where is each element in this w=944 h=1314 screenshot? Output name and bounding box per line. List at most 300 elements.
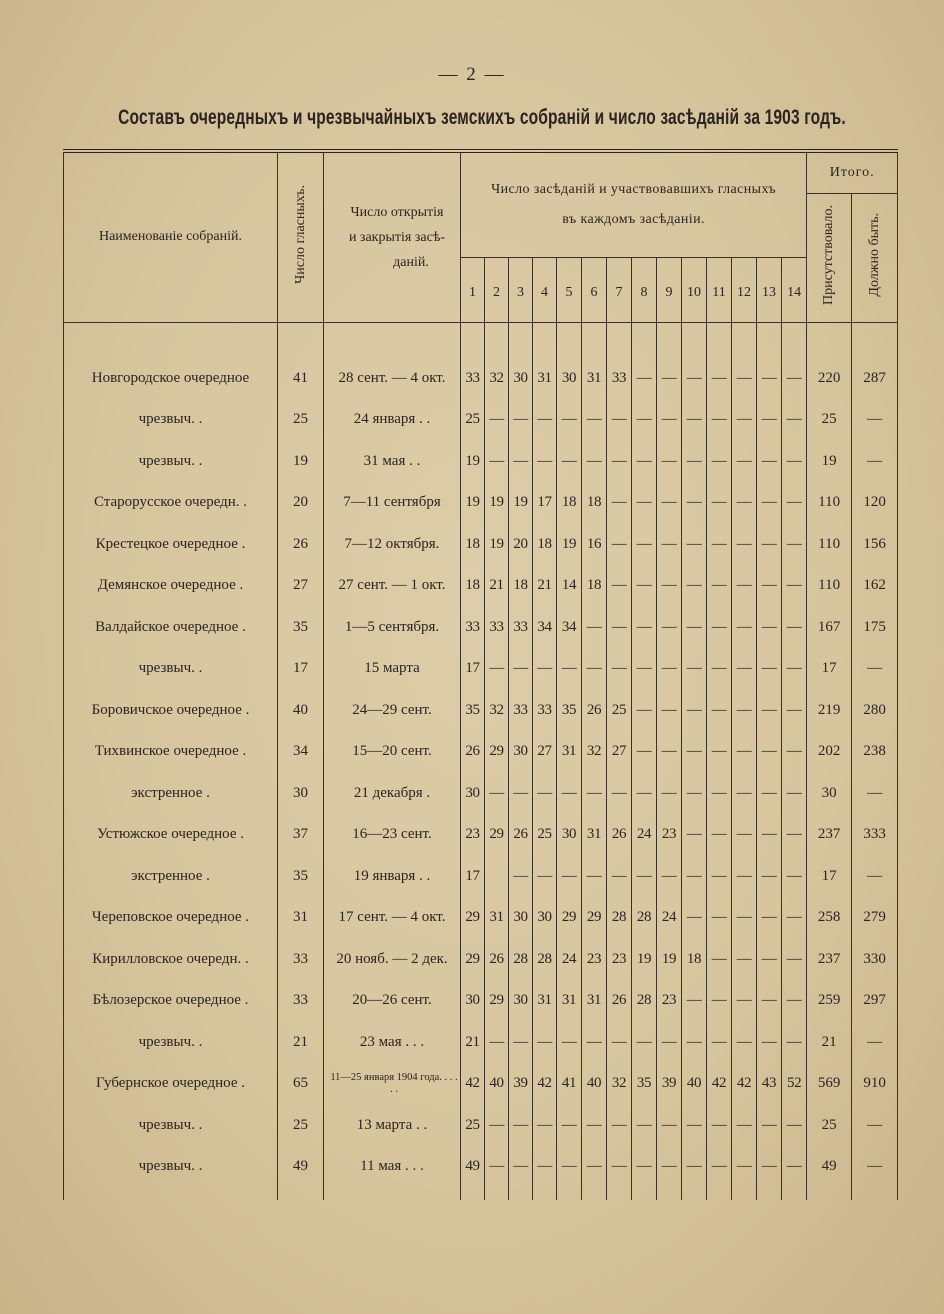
session-13-attendance: — [757,441,782,483]
table-end-cell [657,1188,682,1200]
session-dates: 20—26 сент. [324,980,461,1022]
assembly-name: Новгородское очередное [64,358,278,400]
header-total-label: Итого. [829,164,875,180]
session-5-attendance: — [557,773,582,815]
session-9-attendance: — [657,648,682,690]
assembly-name: Валдайское очередное . [64,607,278,649]
session-8-attendance: — [632,524,657,566]
session-2-attendance: — [485,399,509,441]
session-5-attendance: 35 [557,690,582,732]
session-14-attendance: — [782,482,807,524]
session-9-attendance: — [657,856,682,898]
total-due: — [852,856,898,898]
session-4-attendance: 31 [533,358,557,400]
session-10-attendance: 40 [682,1063,707,1105]
session-2-attendance [485,856,509,898]
header-session-11: 11 [707,257,732,322]
session-13-attendance: — [757,648,782,690]
header-present [807,193,852,322]
session-dates: 20 нояб. — 2 дек. [324,939,461,981]
session-1-attendance: 17 [461,648,485,690]
session-12-attendance: — [732,1105,757,1147]
header-session-7: 7 [607,257,632,322]
session-2-attendance: — [485,1146,509,1188]
session-9-attendance: — [657,399,682,441]
session-11-attendance: — [707,441,732,483]
table-end-cell [485,1188,509,1200]
session-2-attendance: — [485,773,509,815]
session-6-attendance: 26 [582,690,607,732]
session-1-attendance: 19 [461,441,485,483]
deputies-count: 41 [278,358,324,400]
deputies-count: 40 [278,690,324,732]
session-11-attendance: — [707,565,732,607]
deputies-count: 31 [278,897,324,939]
table-end-cell [64,1188,278,1200]
table-row [64,731,898,773]
session-5-attendance: — [557,441,582,483]
deputies-count: 65 [278,1063,324,1105]
header-total [807,151,898,193]
session-2-attendance: 29 [485,980,509,1022]
session-3-attendance: 26 [509,814,533,856]
session-dates: 27 сент. — 1 окт. [324,565,461,607]
total-due: 238 [852,731,898,773]
session-1-attendance: 19 [461,482,485,524]
session-13-attendance: — [757,1146,782,1188]
session-11-attendance: — [707,814,732,856]
session-4-attendance: 17 [533,482,557,524]
table-row [64,897,898,939]
session-10-attendance: — [682,731,707,773]
table-spacer-cell [533,322,557,358]
session-4-attendance: — [533,441,557,483]
table-row [64,441,898,483]
table-row [64,980,898,1022]
session-4-attendance: 33 [533,690,557,732]
table-spacer-cell [757,322,782,358]
session-4-attendance: 21 [533,565,557,607]
session-11-attendance: — [707,607,732,649]
session-4-attendance: 28 [533,939,557,981]
session-14-attendance: — [782,939,807,981]
session-9-attendance: — [657,1146,682,1188]
session-10-attendance: — [682,399,707,441]
table-row [64,482,898,524]
session-1-attendance: 42 [461,1063,485,1105]
session-14-attendance: — [782,648,807,690]
session-9-attendance: 24 [657,897,682,939]
table-row [64,565,898,607]
session-6-attendance: 32 [582,731,607,773]
session-7-attendance: 25 [607,690,632,732]
table-end-cell [533,1188,557,1200]
session-5-attendance: 31 [557,731,582,773]
session-4-attendance: 34 [533,607,557,649]
session-5-attendance: 30 [557,358,582,400]
session-10-attendance: — [682,524,707,566]
session-1-attendance: 33 [461,607,485,649]
assembly-name: экстренное . [64,856,278,898]
total-due: 120 [852,482,898,524]
session-8-attendance: 28 [632,897,657,939]
session-8-attendance: 35 [632,1063,657,1105]
assembly-name: Тихвинское очередное . [64,731,278,773]
table-row [64,1146,898,1188]
session-8-attendance: — [632,690,657,732]
total-due: — [852,399,898,441]
session-4-attendance: — [533,648,557,690]
total-present: 17 [807,648,852,690]
session-7-attendance: 32 [607,1063,632,1105]
session-13-attendance: — [757,856,782,898]
table-row [64,939,898,981]
session-3-attendance: 30 [509,980,533,1022]
session-3-attendance: 33 [509,690,533,732]
session-8-attendance: — [632,856,657,898]
session-5-attendance: 41 [557,1063,582,1105]
session-1-attendance: 25 [461,399,485,441]
session-5-attendance: 24 [557,939,582,981]
session-14-attendance: — [782,980,807,1022]
total-present: 110 [807,524,852,566]
total-present: 17 [807,856,852,898]
assembly-name: Боровичское очередное . [64,690,278,732]
session-2-attendance: 19 [485,482,509,524]
session-1-attendance: 49 [461,1146,485,1188]
session-1-attendance: 35 [461,690,485,732]
session-14-attendance: — [782,607,807,649]
session-9-attendance: 39 [657,1063,682,1105]
session-1-attendance: 33 [461,358,485,400]
header-dates [324,151,461,322]
session-6-attendance: — [582,607,607,649]
total-due: 175 [852,607,898,649]
header-due-label: Должно быть. [866,213,882,297]
table-spacer-cell [582,322,607,358]
header-session-14: 14 [782,257,807,322]
header-session-13: 13 [757,257,782,322]
deputies-count: 21 [278,1022,324,1064]
session-1-attendance: 17 [461,856,485,898]
table-spacer-cell [485,322,509,358]
session-9-attendance: — [657,731,682,773]
session-2-attendance: 26 [485,939,509,981]
session-9-attendance: — [657,482,682,524]
table-spacer-cell [782,322,807,358]
session-12-attendance: — [732,441,757,483]
session-4-attendance: — [533,1105,557,1147]
session-4-attendance: 30 [533,897,557,939]
session-5-attendance: — [557,1146,582,1188]
table-row [64,607,898,649]
table-spacer-cell [852,322,898,358]
session-8-attendance: 28 [632,980,657,1022]
session-1-attendance: 26 [461,731,485,773]
session-8-attendance: — [632,482,657,524]
table-spacer-cell [732,322,757,358]
session-1-attendance: 29 [461,939,485,981]
session-1-attendance: 23 [461,814,485,856]
total-present: 25 [807,1105,852,1147]
page-number: — 2 — [438,64,506,85]
session-10-attendance: — [682,773,707,815]
table-spacer-cell [324,322,461,358]
total-due: — [852,441,898,483]
total-present: 220 [807,358,852,400]
session-11-attendance: — [707,1105,732,1147]
total-present: 258 [807,897,852,939]
session-4-attendance: — [533,1022,557,1064]
session-7-attendance: — [607,1022,632,1064]
session-dates: 11 мая . . . [324,1146,461,1188]
total-due: 280 [852,690,898,732]
deputies-count: 25 [278,399,324,441]
session-7-attendance: — [607,607,632,649]
session-1-attendance: 30 [461,980,485,1022]
session-dates: 19 января . . [324,856,461,898]
total-due: 156 [852,524,898,566]
total-due: 910 [852,1063,898,1105]
session-1-attendance: 18 [461,524,485,566]
session-5-attendance: 19 [557,524,582,566]
session-dates: 15—20 сент. [324,731,461,773]
header-dates-line1: Число открытія [350,204,444,220]
session-2-attendance: 31 [485,897,509,939]
total-due: 333 [852,814,898,856]
session-14-attendance: — [782,731,807,773]
session-2-attendance: 21 [485,565,509,607]
session-dates: 17 сент. — 4 окт. [324,897,461,939]
session-11-attendance: — [707,482,732,524]
session-5-attendance: 14 [557,565,582,607]
session-13-attendance: — [757,1105,782,1147]
session-3-attendance: 19 [509,482,533,524]
session-dates: 24—29 сент. [324,690,461,732]
session-3-attendance: 39 [509,1063,533,1105]
session-13-attendance: — [757,482,782,524]
session-10-attendance: — [682,358,707,400]
session-6-attendance: 31 [582,358,607,400]
session-13-attendance: — [757,524,782,566]
session-10-attendance: — [682,565,707,607]
table-spacer-cell [657,322,682,358]
total-present: 19 [807,441,852,483]
session-7-attendance: 33 [607,358,632,400]
session-12-attendance: — [732,524,757,566]
session-3-attendance: — [509,648,533,690]
total-due: — [852,1022,898,1064]
table-end-cell [324,1188,461,1200]
session-8-attendance: 19 [632,939,657,981]
session-7-attendance: — [607,1105,632,1147]
header-sessions-line2: въ каждомъ засѣданіи. [562,211,705,227]
session-2-attendance: 29 [485,814,509,856]
session-2-attendance: 40 [485,1063,509,1105]
session-14-attendance: — [782,1105,807,1147]
session-13-attendance: — [757,399,782,441]
total-present: 237 [807,814,852,856]
session-13-attendance: — [757,773,782,815]
session-7-attendance: — [607,1146,632,1188]
session-11-attendance: — [707,358,732,400]
session-14-attendance: — [782,524,807,566]
table-spacer-cell [64,322,278,358]
session-dates: 24 января . . [324,399,461,441]
session-3-attendance: 28 [509,939,533,981]
session-8-attendance: — [632,648,657,690]
session-2-attendance: — [485,441,509,483]
session-12-attendance: — [732,814,757,856]
header-present-label: Присутствовало. [821,204,837,306]
deputies-count: 37 [278,814,324,856]
deputies-count: 49 [278,1146,324,1188]
session-7-attendance: — [607,648,632,690]
table-row [64,690,898,732]
session-12-attendance: — [732,773,757,815]
deputies-count: 33 [278,939,324,981]
assembly-name: чрезвыч. . [64,648,278,690]
session-6-attendance: 40 [582,1063,607,1105]
total-due: — [852,1146,898,1188]
session-11-attendance: — [707,1146,732,1188]
deputies-count: 27 [278,565,324,607]
session-7-attendance: — [607,482,632,524]
session-6-attendance: — [582,441,607,483]
total-present: 259 [807,980,852,1022]
table-spacer-cell [509,322,533,358]
total-present: 167 [807,607,852,649]
assembly-name: Губернское очередное . [64,1063,278,1105]
session-12-attendance: — [732,399,757,441]
session-7-attendance: 27 [607,731,632,773]
assembly-name: экстренное . [64,773,278,815]
session-12-attendance: — [732,565,757,607]
session-2-attendance: — [485,1022,509,1064]
session-12-attendance: — [732,897,757,939]
session-14-attendance: — [782,399,807,441]
session-11-attendance: — [707,980,732,1022]
session-2-attendance: 32 [485,358,509,400]
table-end-cell [707,1188,732,1200]
table-end-cell [807,1188,852,1200]
session-3-attendance: 18 [509,565,533,607]
header-dates-line2: и закрытія засѣ- [348,229,446,245]
session-6-attendance: — [582,1146,607,1188]
session-9-attendance: — [657,524,682,566]
session-9-attendance: — [657,358,682,400]
table-end-cell [782,1188,807,1200]
session-10-attendance: — [682,441,707,483]
session-13-attendance: — [757,897,782,939]
session-13-attendance: — [757,939,782,981]
session-10-attendance: — [682,482,707,524]
session-2-attendance: — [485,1105,509,1147]
header-name-label: Наименованіе собраній. [98,229,243,245]
session-9-attendance: — [657,1022,682,1064]
table-row [64,1022,898,1064]
table-end-cell [732,1188,757,1200]
total-present: 110 [807,482,852,524]
session-2-attendance: — [485,648,509,690]
session-10-attendance: — [682,648,707,690]
table-end-cell [278,1188,324,1200]
assembly-name: Череповское очередное . [64,897,278,939]
session-6-attendance: 31 [582,980,607,1022]
session-3-attendance: — [509,773,533,815]
session-13-attendance: — [757,690,782,732]
header-sessions-line1: Число засѣданій и участвовавшихъ гласныхъ [491,181,776,197]
session-3-attendance: — [509,856,533,898]
session-3-attendance: 30 [509,358,533,400]
deputies-count: 17 [278,648,324,690]
table-end-cell [682,1188,707,1200]
session-6-attendance: — [582,856,607,898]
header-due [852,193,898,322]
assembly-name: чрезвыч. . [64,1146,278,1188]
session-14-attendance: — [782,690,807,732]
session-7-attendance: — [607,441,632,483]
session-8-attendance: — [632,1105,657,1147]
session-5-attendance: — [557,399,582,441]
total-due: 297 [852,980,898,1022]
header-session-1: 1 [461,257,485,322]
deputies-count: 35 [278,607,324,649]
session-13-attendance: — [757,980,782,1022]
session-6-attendance: — [582,1022,607,1064]
session-dates: 1—5 сентября. [324,607,461,649]
header-session-10: 10 [682,257,707,322]
session-5-attendance: 29 [557,897,582,939]
table-spacer-cell [707,322,732,358]
session-9-attendance: 23 [657,980,682,1022]
session-6-attendance: 31 [582,814,607,856]
session-11-attendance: — [707,524,732,566]
table-spacer-cell [557,322,582,358]
deputies-count: 20 [278,482,324,524]
header-count [278,151,324,322]
assembly-name: чрезвыч. . [64,1105,278,1147]
session-2-attendance: 29 [485,731,509,773]
session-11-attendance: — [707,731,732,773]
session-8-attendance: — [632,1146,657,1188]
session-3-attendance: — [509,1105,533,1147]
session-10-attendance: — [682,980,707,1022]
table-spacer-cell [607,322,632,358]
session-10-attendance: — [682,897,707,939]
table-row [64,524,898,566]
table-row [64,856,898,898]
table-row [64,814,898,856]
table-end-cell [509,1188,533,1200]
session-11-attendance: 42 [707,1063,732,1105]
header-session-12: 12 [732,257,757,322]
session-3-attendance: 20 [509,524,533,566]
session-9-attendance: 19 [657,939,682,981]
session-10-attendance: — [682,690,707,732]
session-14-attendance: — [782,565,807,607]
session-1-attendance: 29 [461,897,485,939]
session-11-attendance: — [707,1022,732,1064]
session-8-attendance: — [632,441,657,483]
session-7-attendance: — [607,565,632,607]
session-9-attendance: — [657,607,682,649]
session-14-attendance: — [782,897,807,939]
session-14-attendance: — [782,856,807,898]
session-1-attendance: 30 [461,773,485,815]
session-8-attendance: — [632,399,657,441]
table-row [64,358,898,400]
